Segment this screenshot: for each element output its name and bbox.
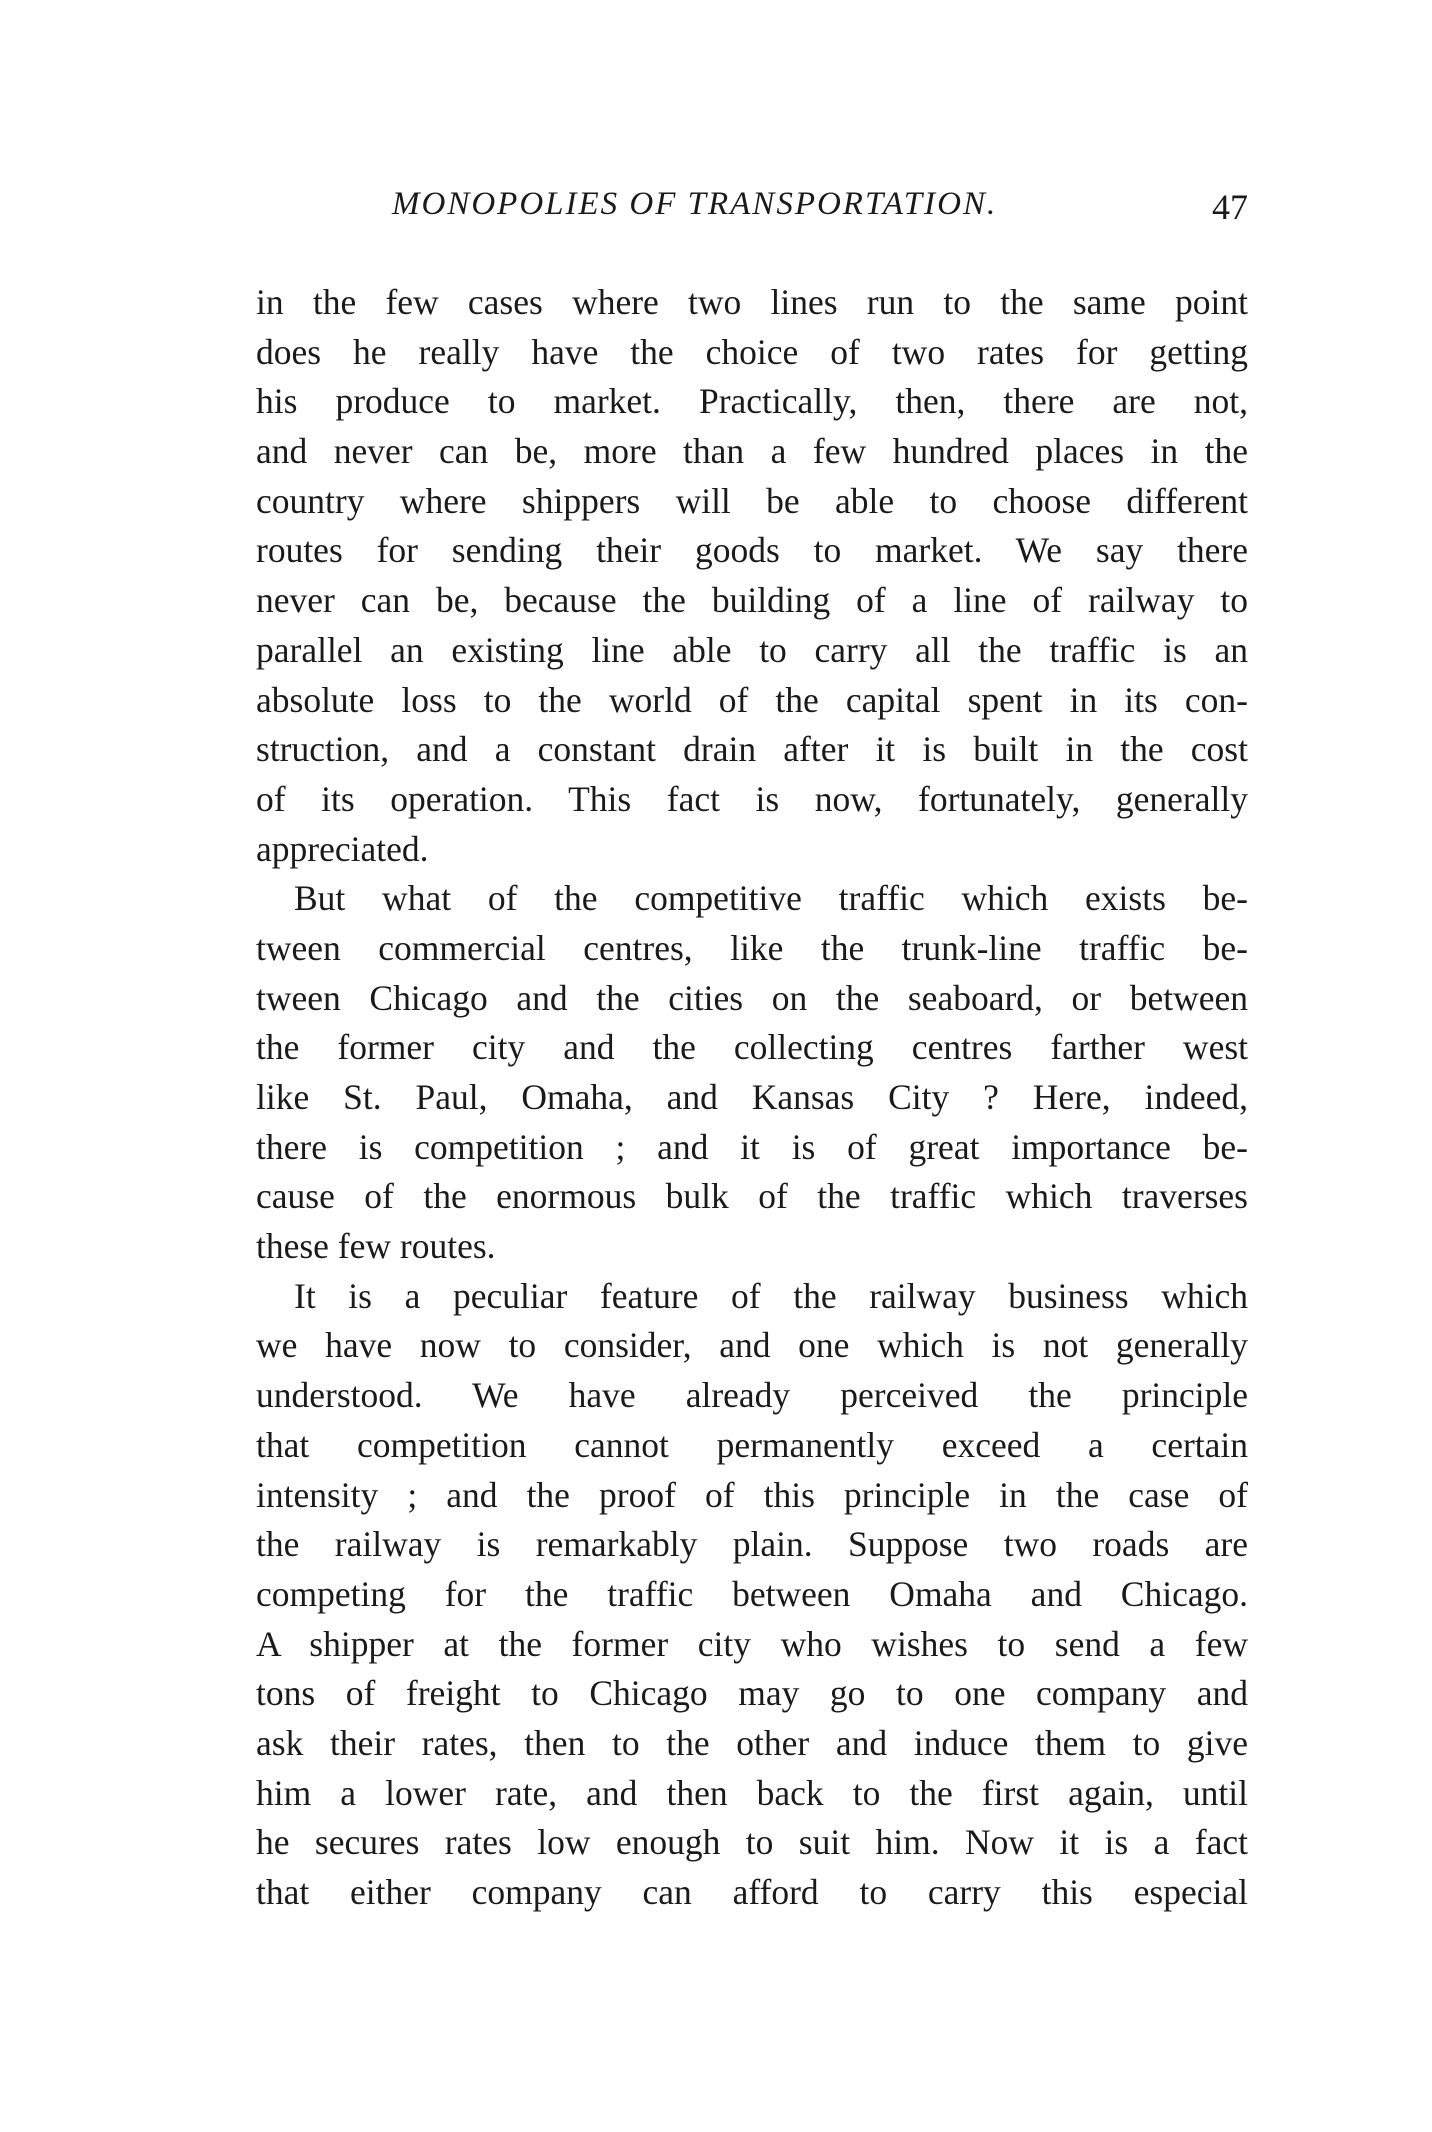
running-title: MONOPOLIES OF TRANSPORTATION. [392,186,998,222]
text-line: appreciated. [256,828,429,869]
page-number: 47 [1212,187,1248,227]
page-header [256,186,1248,236]
text-line: there is competition ; and it is of great importance be- [256,1126,1248,1167]
text-line: does he really have the choice of two rates for getting [256,331,1248,372]
paragraph [256,874,1248,1272]
text-line: he secures rates low enough to suit him. Now it is a fact [256,1822,1248,1863]
paragraph [256,278,1248,874]
text-line: routes for sending their goods to market. We say there [256,530,1248,571]
text-line: and never can be, more than a few hundred places in the [256,431,1248,472]
text-line: It is a peculiar feature of the railway business which [294,1275,1248,1316]
text-line: these few routes. [256,1226,496,1267]
text-line: the former city and the collecting centres farther west [256,1027,1248,1068]
text-line: that competition cannot permanently exceed a certain [256,1424,1248,1465]
text-line: we have now to consider, and one which is not generally [256,1325,1248,1366]
text-line: tons of freight to Chicago may go to one company and [256,1673,1248,1714]
text-line: understood. We have already perceived the principle [256,1375,1248,1416]
paragraph [256,1272,1248,1918]
text-line: tween commercial centres, like the trunk-line traffic be- [256,927,1248,968]
text-line: in the few cases where two lines run to the same point [256,282,1248,322]
text-line: tween Chicago and the cities on the seaboard, or between [256,977,1248,1018]
text-line: him a lower rate, and then back to the first again, until [256,1772,1248,1813]
text-line: the railway is remarkably plain. Suppose two roads are [256,1524,1248,1565]
text-line: of its operation. This fact is now, fortunately, generally [256,778,1248,819]
text-line: country where shippers will be able to choose different [256,480,1248,521]
text-line: absolute loss to the world of the capital spent in its con- [256,679,1248,720]
body-text [256,278,1248,1918]
text-line: intensity ; and the proof of this principle in the case of [256,1474,1248,1515]
text-line: struction, and a constant drain after it is built in the cost [256,729,1248,770]
text-line: cause of the enormous bulk of the traffic which traverses [256,1176,1248,1217]
text-line: competing for the traffic between Omaha and Chicago. [256,1573,1248,1614]
text-line: his produce to market. Practically, then, there are not, [256,381,1248,422]
text-line: But what of the competitive traffic which exists be- [294,878,1248,919]
text-line: ask their rates, then to the other and induce them to give [256,1722,1248,1763]
text-line: like St. Paul, Omaha, and Kansas City ? Here, indeed, [256,1077,1248,1117]
text-line: that either company can afford to carry this especial [256,1872,1248,1912]
text-line: parallel an existing line able to carry all the traffic is an [256,629,1248,670]
text-line: never can be, because the building of a line of railway to [256,580,1248,621]
text-line: A shipper at the former city who wishes to send a few [256,1623,1248,1664]
